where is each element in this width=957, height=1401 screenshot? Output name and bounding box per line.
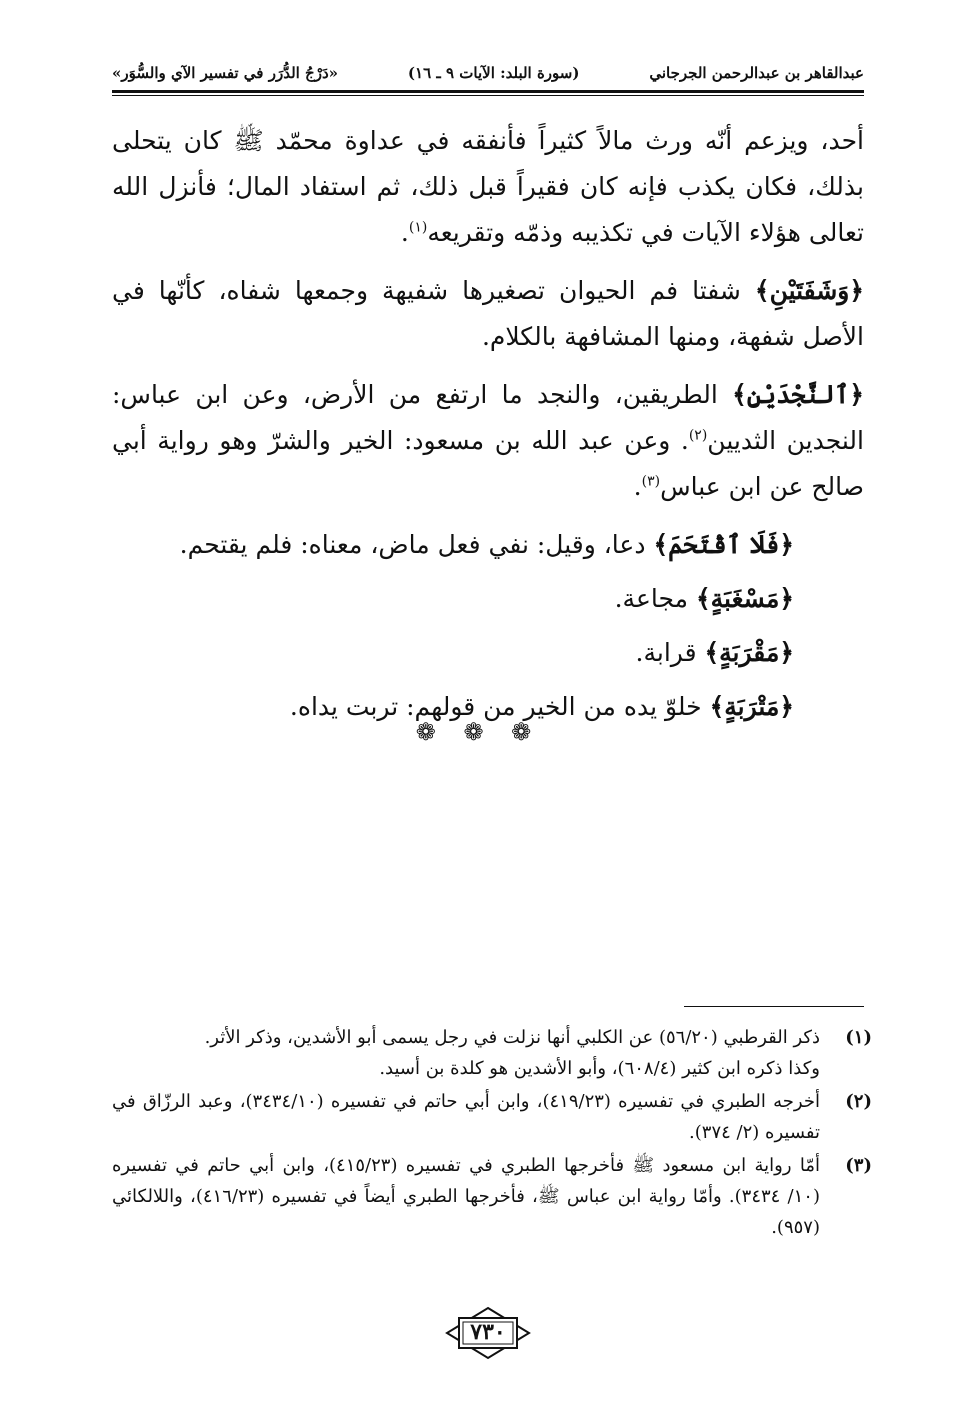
header-surah: (سورة البلد: الآيات ٩ ـ ١٦) <box>407 64 580 82</box>
quran-term: ٱلنَّجْدَيْنِ <box>746 380 850 409</box>
glossary-entry: ﴿مَسْغَبَةٍ﴾ مجاعة. <box>614 584 794 613</box>
paragraph-3: ﴿ٱلنَّجْدَيْنِ﴾ الطريقين، والنجد ما ارتفع من الأرض، وعن ابن عباس: النجدين الثديين$^{(٢)}$. وعن عبد الله بن مسعود: الخير والشرّ وهو رواية أبي صالح عن ابن عباس$^{(٣)}$. <box>112 380 865 501</box>
page-number-frame <box>445 1306 531 1360</box>
header-author: عبدالقاهر بن عبدالرحمن الجرجاني <box>649 64 864 82</box>
footnote-ref-2[interactable]: (٢) <box>688 427 708 444</box>
footnote-number: (٣) <box>845 1155 872 1176</box>
page-number: ٧٣٠ <box>470 1319 506 1345</box>
footnote-3 <box>112 1150 872 1243</box>
quran-term: وَشَفَتَيْنِ <box>769 276 850 305</box>
footnote-text: وكذا ذكره ابن كثير (٦٠٨/٤)، وأبو الأشدين هو كلدة بن أسيد. <box>379 1058 820 1079</box>
running-header <box>112 58 864 88</box>
header-book-title: «دَرْجُ الدُّرَر في تفسير الآي والسُّوَر» <box>112 64 339 82</box>
footnote-number: (١) <box>845 1027 872 1048</box>
footnotes <box>112 1022 872 1245</box>
footnote-ref-3[interactable]: (٣) <box>641 473 661 490</box>
paragraph-1: أحد، ويزعم أنّه ورث مالاً كثيراً فأنفقه في عداوة محمّد ﷺ كان يتحلى بذلك، فكان يكذب فإنه كان فقيراً قبل ذلك، ثم استفاد المال؛ فأنزل الله تعالى هؤلاء الآيات في تكذيبه وذمّه وتقريعه$^{(١)}$. <box>112 126 864 247</box>
quran-term: مَقْرَبَةٍ <box>719 638 780 667</box>
footnote-1 <box>112 1022 872 1084</box>
glossary-entries <box>112 522 864 730</box>
section-end-ornament-icon: ❁ ❁ ❁ <box>415 718 542 746</box>
quran-term: فَلَا ٱقْتَحَمَ <box>668 530 780 559</box>
footnote-text: أخرجه الطبري في تفسيره (٤١٩/٢٣)، وابن أبي حاتم في تفسيره (٣٤٣٤/١٠)، وعبد الرزّاق في تفسيره (٢/ ٣٧٤). <box>112 1091 820 1143</box>
footnote-number: (٢) <box>845 1091 872 1112</box>
paragraph-2: ﴿وَشَفَتَيْنِ﴾ شفتا فم الحيوان تصغيرها شفيهة وجمعها شفاه، كأنّها في الأصل شفهة، ومنها المشافهة بالكلام. <box>112 276 865 351</box>
footnote-2 <box>112 1086 872 1148</box>
body-text <box>112 118 864 738</box>
quran-term: مَسْغَبَةٍ <box>710 584 780 613</box>
footnote-text: ذكر القرطبي (٥٦/٢٠) عن الكلبي أنها نزلت في رجل يسمى أبو الأشدين، وذكر الأثر. <box>204 1027 820 1048</box>
footnote-text: أمّا رواية ابن مسعود ﷺ فأخرجها الطبري في تفسيره (٤١٥/٢٣)، وابن أبي حاتم في تفسيره (١٠/ ٣٤٣٤). وأمّا رواية ابن عباس ﷺ، فأخرجها الطبري أيضاً في تفسيره (٤١٦/٢٣)، واللالكائي (٩٥٧). <box>112 1155 820 1238</box>
quran-term: مَتْرَبَةٍ <box>724 692 780 721</box>
footnote-ref-1[interactable]: (١) <box>408 219 428 236</box>
glossary-entry: ﴿مَتْرَبَةٍ﴾ خلوّ يده من الخير من قولهم: تربت يداه. <box>289 692 794 721</box>
glossary-entry: ﴿فَلَا ٱقْتَحَمَ﴾ دعا، وقيل: نفي فعل ماض، معناه: فلم يقتحم. <box>179 530 794 559</box>
footnote-rule <box>684 1006 864 1007</box>
header-rule <box>112 90 864 93</box>
glossary-entry: ﴿مَقْرَبَةٍ﴾ قرابة. <box>635 638 794 667</box>
